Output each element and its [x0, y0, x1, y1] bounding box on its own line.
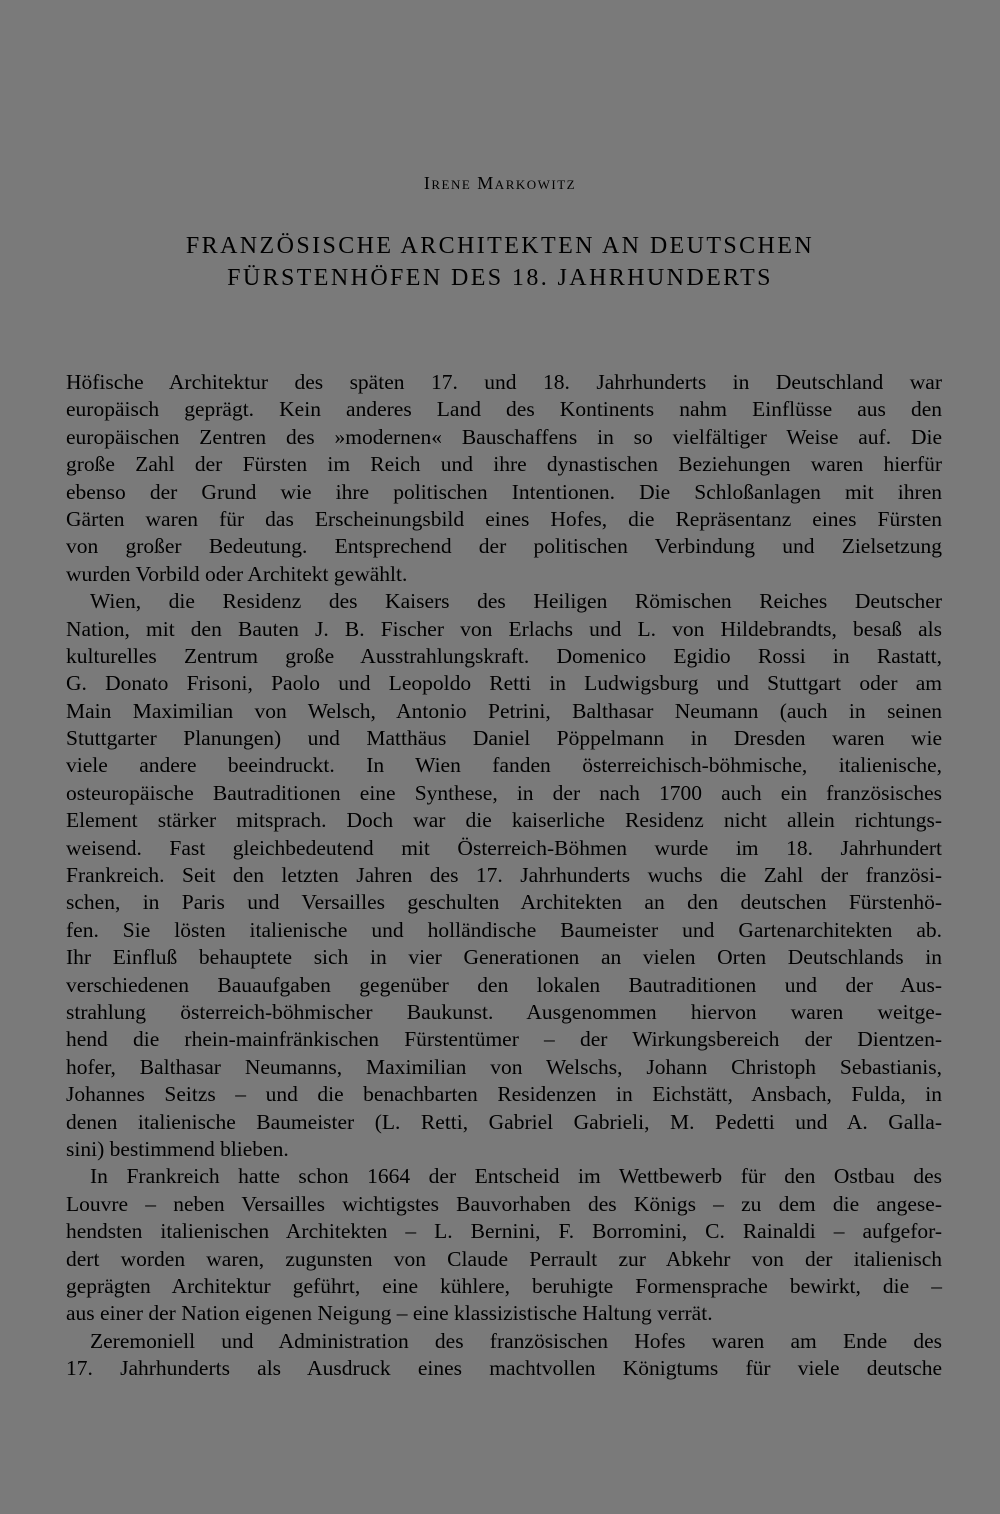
text-line: Louvre – neben Versailles wichtigstes Bauvorhaben des Königs – zu dem die angese- [66, 1191, 942, 1216]
text-line: hend die rhein-mainfränkischen Fürstentümer – der Wirkungsbereich der Dientzen- [66, 1027, 942, 1052]
text-line: Element stärker mitsprach. Doch war die kaiserliche Residenz nicht allein richtungs- [66, 808, 942, 833]
text-line: Gärten waren für das Erscheinungsbild eines Hofes, die Repräsentanz eines Fürsten [66, 506, 942, 531]
text-line: hendsten italienischen Architekten – L. Bernini, F. Borromini, C. Rainaldi – aufgefor- [66, 1219, 942, 1244]
text-line: 17. Jahrhunderts als Ausdruck eines machtvollen Königtums für viele deutsche [66, 1356, 942, 1381]
text-line: verschiedenen Bauaufgaben gegenüber den lokalen Bautraditionen und der Aus- [66, 972, 942, 997]
text-line: hofer, Balthasar Neumanns, Maximilian von Welschs, Johann Christoph Sebastianis, [66, 1054, 942, 1079]
text-line: schen, in Paris und Versailles geschulten Architekten an den deutschen Fürstenhö- [66, 890, 942, 915]
text-line: Stuttgarter Planungen) und Matthäus Daniel Pöppelmann in Dresden waren wie [66, 726, 942, 751]
body-text [66, 369, 942, 1382]
text-line: geprägten Architektur geführt, eine kühlere, beruhigte Formensprache bewirkt, die – [66, 1273, 942, 1298]
title-line-2: FÜRSTENHÖFEN DES 18. JAHRHUNDERTS [227, 265, 773, 291]
text-line: große Zahl der Fürsten im Reich und ihre dynastischen Beziehungen waren hierfür [66, 452, 942, 477]
author-name: Irene Markowitz [423, 173, 577, 193]
text-line: viele andere beeindruckt. In Wien fanden österreichisch-böhmische, italienische, [66, 753, 942, 778]
text-line: ebenso der Grund wie ihre politischen Intentionen. Die Schloßanlagen mit ihren [66, 479, 942, 504]
text-line: Nation, mit den Bauten J. B. Fischer von Erlachs und L. von Hildebrandts, besaß als [66, 616, 942, 641]
text-line: Wien, die Residenz des Kaisers des Heiligen Römischen Reiches Deutscher [90, 589, 942, 614]
text-line: von großer Bedeutung. Entsprechend der politischen Verbindung und Zielsetzung [66, 534, 942, 559]
text-line: kulturelles Zentrum große Ausstrahlungskraft. Domenico Egidio Rossi in Rastatt, [66, 643, 942, 668]
text-line: wurden Vorbild oder Architekt gewählt. [66, 561, 408, 586]
text-line: osteuropäische Bautraditionen eine Synthese, in der nach 1700 auch ein französisches [66, 780, 942, 805]
text-line: sini) bestimmend blieben. [66, 1136, 289, 1161]
text-line: Ihr Einfluß behauptete sich in vier Generationen an vielen Orten Deutschlands in [66, 945, 942, 970]
text-line: Höfische Architektur des späten 17. und 18. Jahrhunderts in Deutschland war [66, 370, 942, 394]
page-title [0, 230, 1000, 294]
text-line: In Frankreich hatte schon 1664 der Entscheid im Wettbewerb für den Ostbau des [90, 1164, 942, 1189]
text-line: Zeremoniell und Administration des französischen Hofes waren am Ende des [90, 1328, 942, 1353]
text-line: strahlung österreich-böhmischer Baukunst. Ausgenommen hiervon waren weitge- [66, 999, 942, 1024]
text-line: weisend. Fast gleichbedeutend mit Österreich-Böhmen wurde im 18. Jahrhundert [66, 835, 942, 860]
text-line: europäischen Zentren des »modernen« Bauschaffens in so vielfältiger Weise auf. Die [66, 424, 942, 449]
text-line: europäisch geprägt. Kein anderes Land des Kontinents nahm Einflüsse aus den [66, 397, 942, 422]
text-line: fen. Sie lösten italienische und holländische Baumeister und Gartenarchitekten ab. [66, 917, 942, 942]
text-line: Frankreich. Seit den letzten Jahren des 17. Jahrhunderts wuchs die Zahl der französi- [66, 863, 942, 888]
text-line: G. Donato Frisoni, Paolo und Leopoldo Retti in Ludwigsburg und Stuttgart oder am [66, 671, 942, 696]
title-line-1: FRANZÖSISCHE ARCHITEKTEN AN DEUTSCHEN [185, 233, 815, 259]
text-line: Main Maximilian von Welsch, Antonio Petrini, Balthasar Neumann (auch in seinen [66, 698, 942, 723]
text-line: Johannes Seitzs – und die benachbarten Residenzen in Eichstätt, Ansbach, Fulda, in [66, 1082, 942, 1107]
text-line: dert worden waren, zugunsten von Claude Perrault zur Abkehr von der italienisch [66, 1246, 942, 1271]
text-line: aus einer der Nation eigenen Neigung – eine klassizistische Haltung verrät. [66, 1301, 713, 1326]
text-line: denen italienische Baumeister (L. Retti, Gabriel Gabrieli, M. Pedetti und A. Galla- [66, 1109, 942, 1134]
